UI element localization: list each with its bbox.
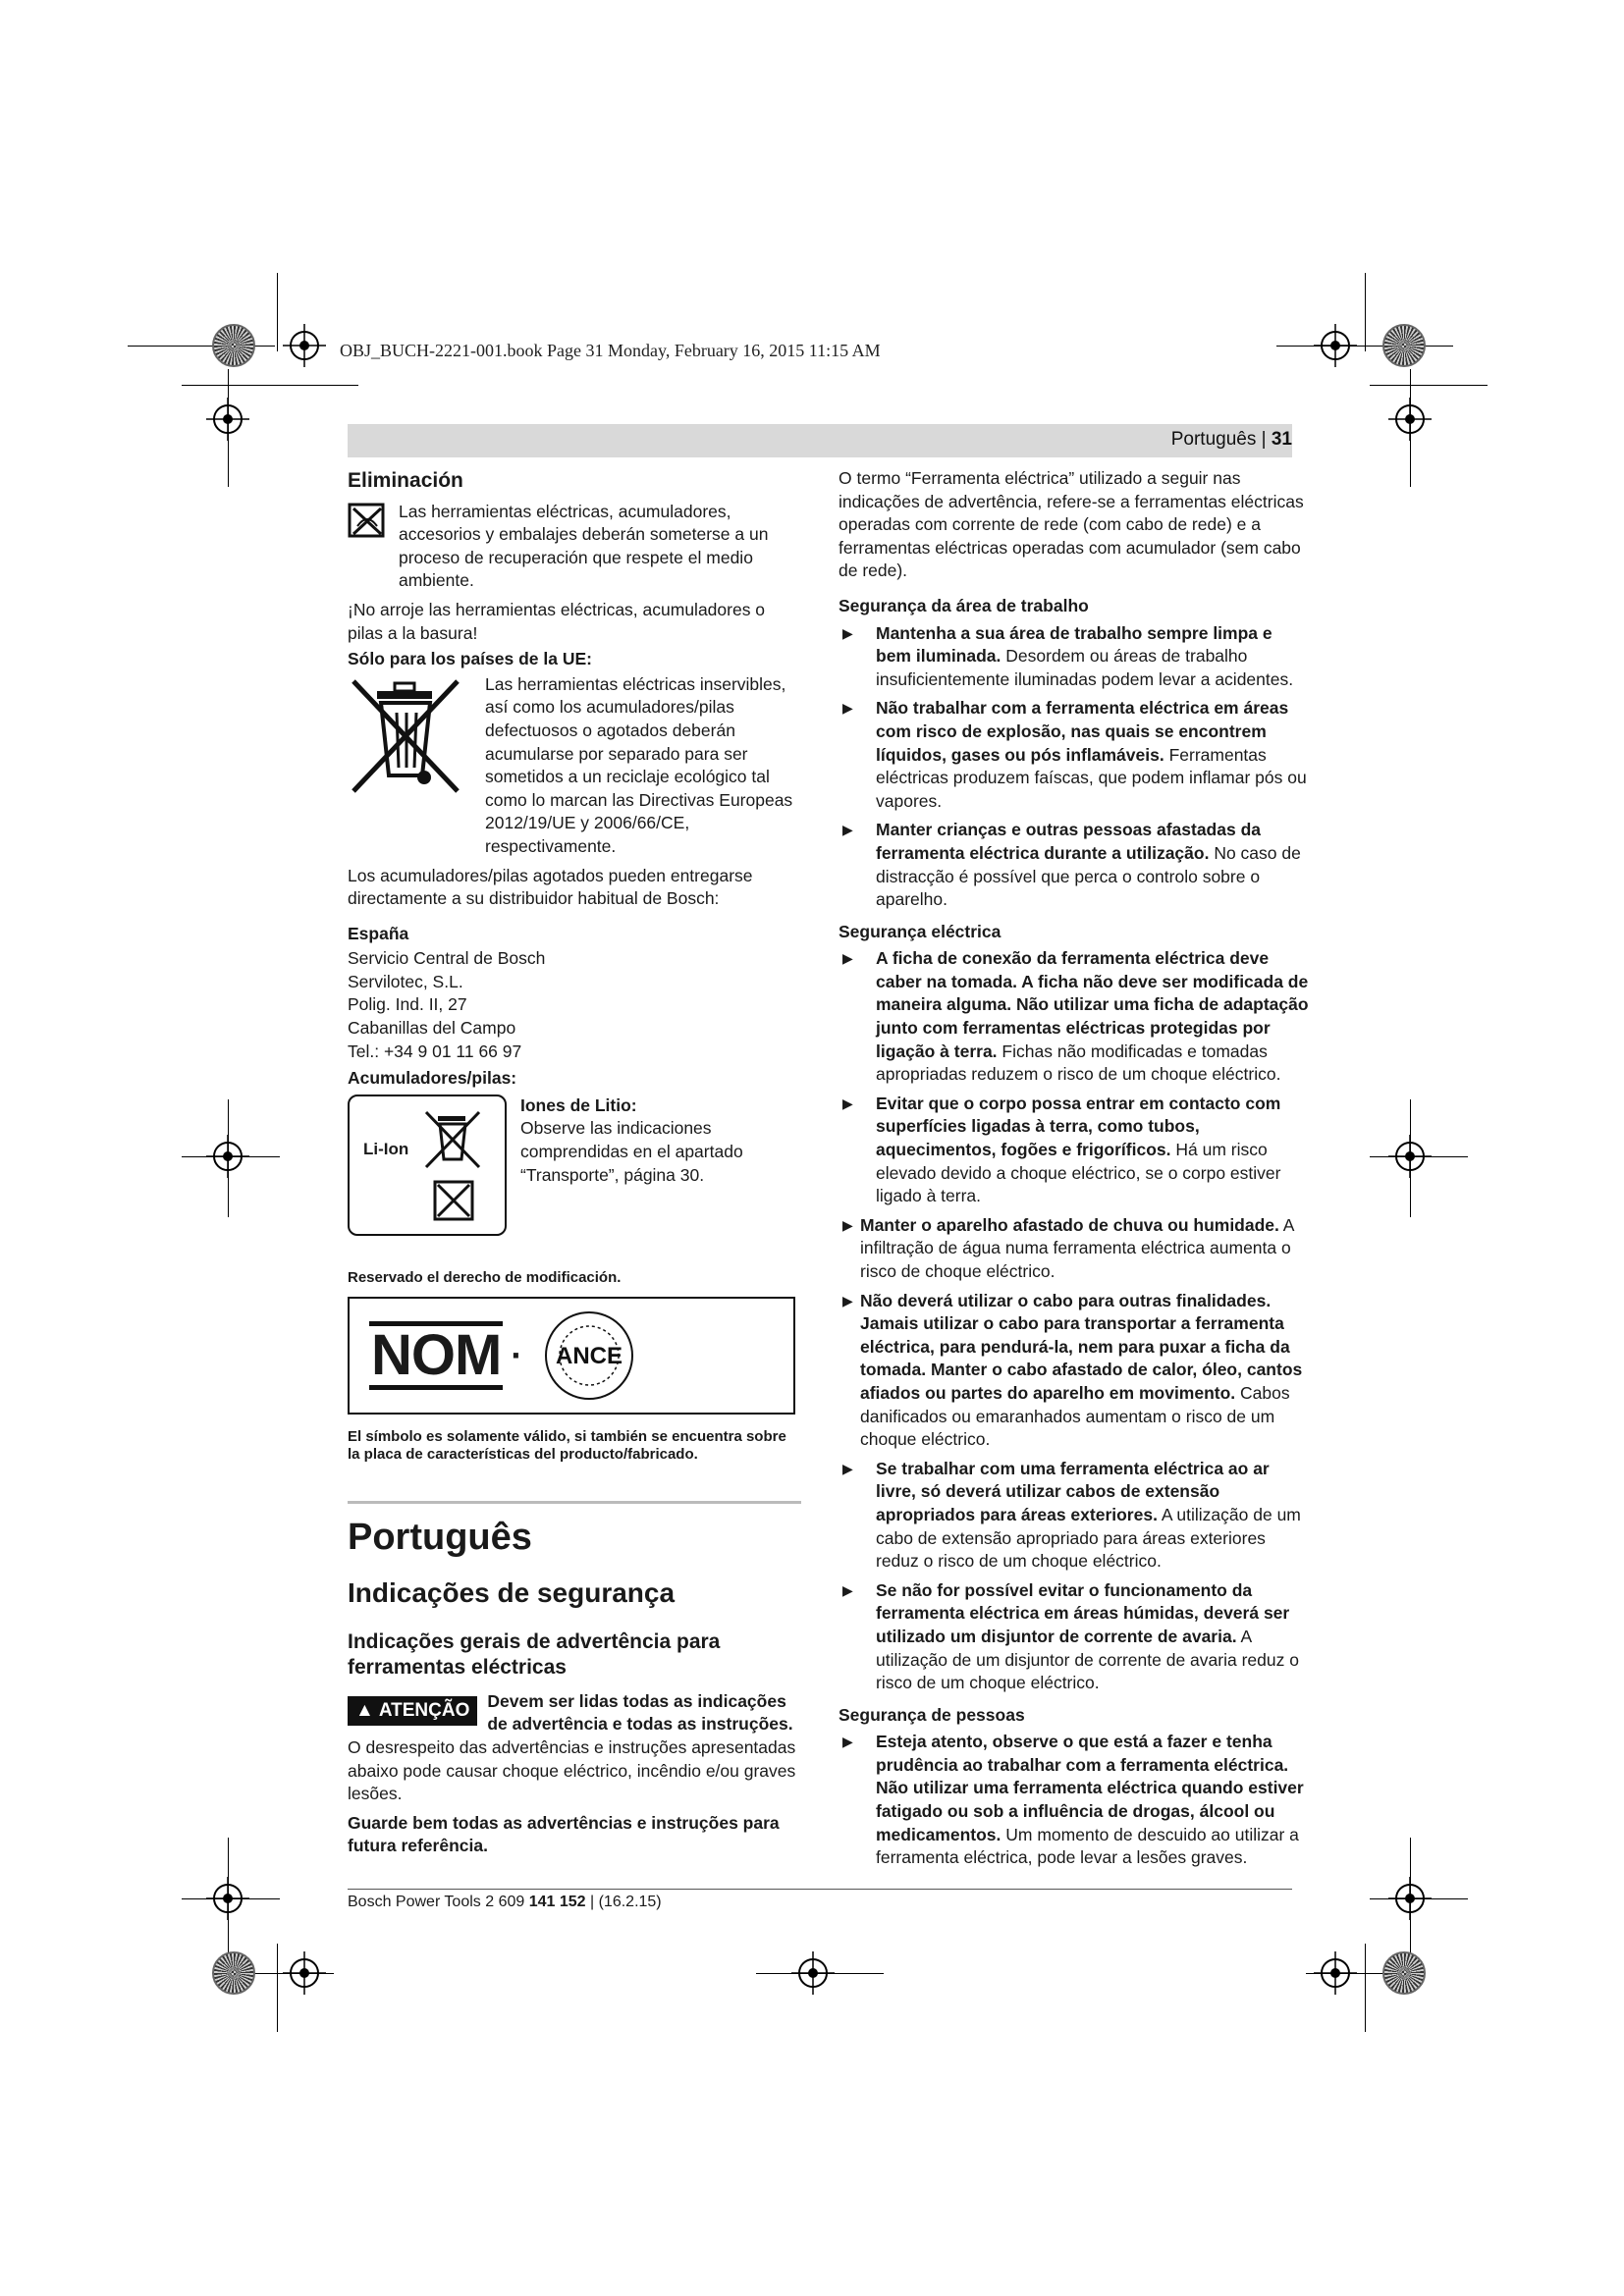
list-item bbox=[839, 1579, 1310, 1695]
list-item bbox=[839, 947, 1310, 1087]
registration-mark-icon bbox=[206, 1877, 249, 1920]
symbol-note: El símbolo es solamente válido, si también se encuentra sobre la placa de características del producto/fabricado. bbox=[348, 1427, 786, 1463]
crossed-bin-li-icon bbox=[424, 1110, 481, 1173]
list-item bbox=[839, 819, 1310, 911]
footer-suffix: | (16.2.15) bbox=[585, 1894, 662, 1910]
bullet-arrow-icon: ▶ bbox=[842, 1095, 853, 1111]
item-bold: Mantenha a sua área de trabalho sempre limpa e bem iluminada. bbox=[876, 622, 1272, 667]
footer-number: 141 152 bbox=[528, 1894, 586, 1910]
intro-text: O termo “Ferramenta eléctrica” utilizado a seguir nas indicações de advertência, refere-se a ferramentas eléctricas operadas com corrente de rede (com cabo de rede) e a ferramentas eléctricas operadas com acumulador (sem cabo de rede). bbox=[839, 468, 1304, 581]
eu-title: Sólo para los países de la UE: bbox=[348, 649, 592, 669]
address-line: Servicio Central de Bosch bbox=[348, 948, 546, 969]
bullet-arrow-icon: ▶ bbox=[842, 1734, 853, 1750]
address-line: Cabanillas del Campo bbox=[348, 1018, 516, 1039]
section-title-electrical: Segurança eléctrica bbox=[839, 921, 1001, 941]
bullet-arrow-icon: ▶ bbox=[842, 1460, 853, 1476]
item-text: Há um risco elevado devido a choque eléctrico, se o corpo estiver ligado à terra. bbox=[876, 1140, 1281, 1206]
item-text: No caso de distracção é possível que perca o controlo sobre o aparelho. bbox=[876, 842, 1301, 910]
keep-instructions: Guarde bem todas as advertências e instruções para futura referência. bbox=[348, 1812, 780, 1856]
li-ion-label: Li-Ion bbox=[363, 1139, 409, 1158]
address-line: Servilotec, S.L. bbox=[348, 971, 463, 991]
item-text: Desordem ou áreas de trabalho insuficientemente iluminadas podem levar a acidentes. bbox=[876, 646, 1294, 689]
warning-text: O desrespeito das advertências e instruções apresentadas abaixo pode causar choque eléctrico, incêndio e/ou graves lesões. bbox=[348, 1737, 796, 1804]
header-band bbox=[348, 424, 1292, 457]
section-title-work-area: Segurança da área de trabalho bbox=[839, 595, 1089, 615]
item-text: Fichas não modificadas e tomadas apropriadas reduzem o risco de um choque eléctrico. bbox=[876, 1041, 1281, 1085]
list-item bbox=[839, 1290, 1310, 1452]
registration-mark-icon bbox=[791, 1951, 835, 1995]
item-bold: Evitar que o corpo possa entrar em contacto com superfícies ligadas à terra, como tubos, aquecimentos, fogões e frigoríficos. bbox=[876, 1093, 1281, 1160]
nom-dot: · bbox=[511, 1335, 523, 1376]
registration-mark-icon bbox=[206, 1135, 249, 1178]
item-bold: Não deverá utilizar o cabo para outras finalidades. Jamais utilizar o cabo para transportar a ferramenta eléctrica, para pendurá-la, nem para puxar a ficha da tomada. Manter o cabo afastado de calor, óleo, cantos afiados ou partes do aparelho em movimento. bbox=[860, 1290, 1303, 1403]
list-item bbox=[839, 622, 1310, 692]
safety-title: Indicações de segurança bbox=[348, 1576, 676, 1608]
density-wheel-icon bbox=[212, 1951, 255, 1995]
warning-badge-label: ATENÇÃO bbox=[378, 1699, 470, 1721]
battery-label-frame bbox=[348, 1095, 507, 1236]
address-line: Tel.: +34 9 01 11 66 97 bbox=[348, 1041, 522, 1061]
crossed-bin-icon bbox=[348, 673, 465, 801]
ance-text: ANCE bbox=[556, 1342, 623, 1369]
nom-ance-certification bbox=[348, 1297, 795, 1415]
footer bbox=[348, 1894, 662, 1911]
file-slug: OBJ_BUCH-2221-001.book Page 31 Monday, February 16, 2015 11:15 AM bbox=[340, 341, 881, 360]
service-address bbox=[348, 947, 801, 1063]
footer-rule bbox=[348, 1889, 1292, 1890]
section-title-eliminacion: Eliminación bbox=[348, 469, 463, 492]
registration-mark-icon bbox=[283, 1951, 326, 1995]
registration-mark-icon bbox=[1388, 398, 1432, 441]
item-text: Cabos danificados ou emaranhados aumentam o risco de um choque eléctrico. bbox=[860, 1382, 1290, 1450]
no-trash-recycle-icon bbox=[348, 501, 387, 540]
item-text: Ferramentas eléctricas produzem faíscas, que podem inflamar pós ou vapores. bbox=[876, 744, 1307, 811]
bullet-arrow-icon: ▶ bbox=[842, 950, 853, 967]
list-item bbox=[839, 1093, 1310, 1208]
elim-text: Las herramientas eléctricas, acumuladores, accesorios y embalajes deberán someterse a un proceso de recuperación que respete el medio ambiente. bbox=[399, 501, 769, 591]
elim-warning: ¡No arroje las herramientas eléctricas, acumuladores o pilas a la basura! bbox=[348, 599, 766, 643]
right-column bbox=[839, 467, 1310, 1876]
list-item bbox=[839, 1458, 1310, 1574]
item-bold: Esteja atento, observe o que está a fazer e tenha prudência ao trabalhar com a ferramenta eléctrica. Não utilizar uma ferramenta eléctrica quando estiver fatigado ou sob a influência de drogas, álcool ou medicamentos. bbox=[876, 1732, 1304, 1844]
registration-mark-icon bbox=[283, 324, 326, 367]
registration-mark-icon bbox=[206, 398, 249, 441]
density-wheel-icon bbox=[1382, 324, 1426, 367]
bullet-arrow-icon: ▶ bbox=[842, 624, 853, 641]
country-title: España bbox=[348, 923, 409, 943]
item-text: A infiltração de água numa ferramenta eléctrica aumenta o risco de choque eléctrico. bbox=[860, 1214, 1294, 1281]
warning-triangle-icon: ▲ bbox=[355, 1699, 374, 1721]
li-ion-title: Iones de Litio: bbox=[520, 1095, 637, 1115]
warning-bold: Devem ser lidas todas as indicações de advertência e todas as instruções. bbox=[487, 1690, 793, 1735]
battery-recycle-icon bbox=[432, 1179, 475, 1222]
list-item bbox=[839, 1731, 1310, 1870]
bullet-arrow-icon: ▶ bbox=[842, 1581, 853, 1598]
footer-prefix: Bosch Power Tools 2 609 bbox=[348, 1894, 529, 1910]
battery-block bbox=[348, 1095, 801, 1236]
list-item bbox=[839, 1214, 1310, 1284]
language-title: Português bbox=[348, 1516, 532, 1558]
item-text: Um momento de descuido ao utilizar a ferramenta eléctrica, pode levar a lesões graves. bbox=[876, 1824, 1299, 1868]
item-text: A utilização de um cabo de extensão apropriado para áreas exteriores reduz o risco de um choque eléctrico. bbox=[876, 1504, 1301, 1572]
left-column bbox=[348, 467, 801, 1861]
section-title-personal: Segurança de pessoas bbox=[839, 1704, 1025, 1725]
registration-mark-icon bbox=[1388, 1877, 1432, 1920]
item-bold: Manter crianças e outras pessoas afastadas da ferramenta eléctrica durante a utilização. bbox=[876, 820, 1261, 863]
header-separator: | bbox=[1261, 429, 1267, 450]
registration-mark-icon bbox=[1314, 324, 1357, 367]
bullet-arrow-icon: ▶ bbox=[842, 1292, 853, 1308]
item-bold: Se não for possível evitar o funcionamento da ferramenta eléctrica em áreas húmidas, deverá ser utilizado um disjuntor de corrente de avaria. bbox=[876, 1579, 1290, 1646]
reserved-rights: Reservado el derecho de modificación. bbox=[348, 1268, 622, 1286]
header-language: Português bbox=[1170, 429, 1257, 450]
item-bold: Não trabalhar com a ferramenta eléctrica em áreas com risco de explosão, nas quais se encontrem líquidos, gases ou pós inflamáveis. bbox=[876, 698, 1289, 765]
warning-badge bbox=[348, 1696, 477, 1726]
batteries-title: Acumuladores/pilas: bbox=[348, 1068, 517, 1089]
bullet-arrow-icon: ▶ bbox=[842, 700, 853, 717]
density-wheel-icon bbox=[1382, 1951, 1426, 1995]
list-item bbox=[839, 697, 1310, 813]
ance-seal-icon bbox=[530, 1307, 648, 1405]
density-wheel-icon bbox=[212, 324, 255, 367]
address-line: Polig. Ind. II, 27 bbox=[348, 994, 467, 1015]
warning-block bbox=[348, 1690, 801, 1736]
recycle-note bbox=[348, 501, 801, 593]
item-bold: Manter o aparelho afastado de chuva ou humidade. bbox=[860, 1214, 1279, 1235]
weee-note bbox=[348, 673, 801, 859]
item-text: A utilização de um disjuntor de corrente de avaria reduz o risco de um choque eléctrico. bbox=[876, 1626, 1299, 1693]
bullet-arrow-icon: ▶ bbox=[842, 1216, 853, 1233]
return-text: Los acumuladores/pilas agotados pueden entregarse directamente a su distribuidor habitual de Bosch: bbox=[348, 865, 753, 909]
li-ion-text: Observe las indicaciones comprendidas en el apartado “Transporte”, página 30. bbox=[520, 1118, 743, 1185]
running-header bbox=[1171, 429, 1292, 451]
eu-text: Las herramientas eléctricas inservibles, así como los acumuladores/pilas defectuosos o agotados deberán acumularse por separado para ser sometidos a un reciclaje ecológico tal como lo marcan las Directivas Europeas 2012/19/UE y 2006/66/CE, respectivamente. bbox=[485, 673, 793, 856]
li-ion-info bbox=[520, 1095, 801, 1236]
registration-mark-icon bbox=[1314, 1951, 1357, 1995]
registration-mark-icon bbox=[1388, 1135, 1432, 1178]
item-bold: A ficha de conexão da ferramenta eléctrica deve caber na tomada. A ficha não deve ser modificada de maneira alguma. Não utilizar uma ficha de adaptação junto com ferramentas eléctricas protegidas por ligação à terra. bbox=[876, 948, 1309, 1061]
bullet-arrow-icon: ▶ bbox=[842, 822, 853, 838]
section-rule bbox=[348, 1501, 801, 1858]
item-bold: Se trabalhar com uma ferramenta eléctrica ao ar livre, só deverá utilizar cabos de extensão apropriados para áreas exteriores. bbox=[876, 1458, 1270, 1524]
general-warnings-title: Indicações gerais de advertência para ferramentas eléctricas bbox=[348, 1629, 721, 1679]
nom-logo: NOM bbox=[369, 1321, 503, 1390]
page-number: 31 bbox=[1271, 429, 1292, 450]
